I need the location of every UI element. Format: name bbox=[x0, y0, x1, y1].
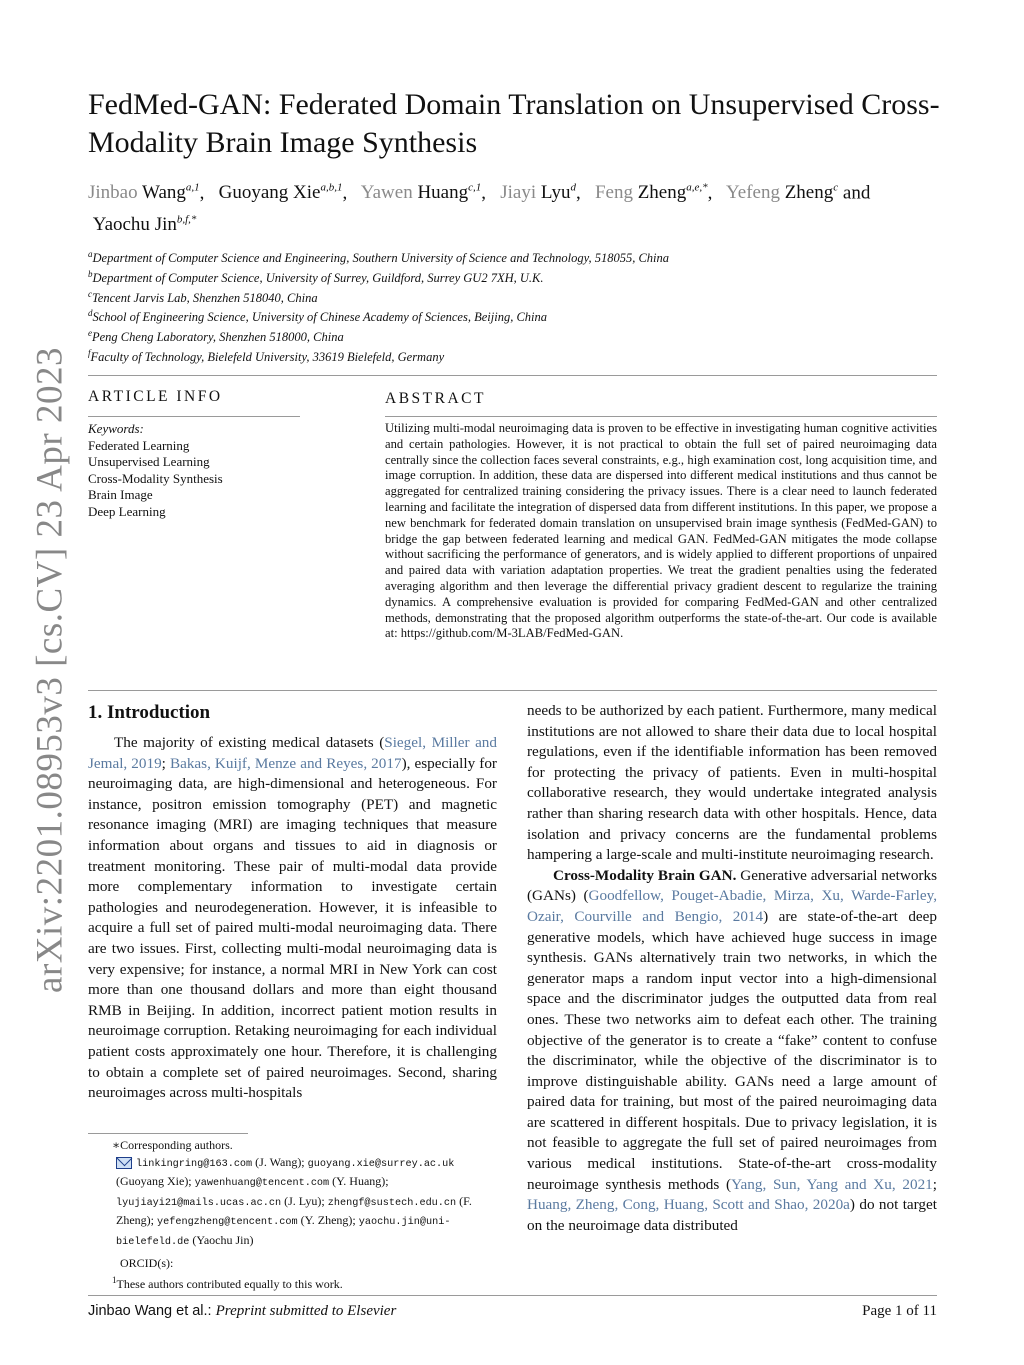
article-info-heading: ARTICLE INFO bbox=[88, 388, 223, 405]
paragraph: Cross-Modality Brain GAN. Generative adversarial networks (GANs) (Goodfellow, Pouget-Abadie, Mirza, Xu, Warde-Farley, Ozair, Courville and Bengio, 2014) are state-of-the-art deep generative models, which have achieved huge success in image synthesis. GANs alternatively train two networks, in which the generator maps a random input vector into a high-dimensional space and the discriminator judges the outputted data from real ones. These two networks aim to defeat each other. The training objective of the generator is to create a “fake” content to confuse the discriminator, while the objective of the discriminator is to improve distinguishable ability. GANs need a large amount of paired data for training, but most of the paired neuroimaging data are scattered in different hospitals. Due to privacy legislation, it is not feasible to aggregate the full set of paired neuroimages from various medical institutions. State-of-the-art cross-modality neuroimage synthesis methods (Yang, Sun, Yang and Xu, 2021; Huang, Zheng, Cong, Huang, Scott and Shao, 2020a) do not target on the neuroimage data distributed bbox=[527, 866, 938, 1234]
author[interactable]: Yawen Huang$^{c,1}$ bbox=[360, 182, 482, 204]
email-link[interactable]: guoyang.xie@surrey.ac.uk bbox=[307, 1158, 455, 1170]
keyword: Cross-Modality Synthesis bbox=[88, 470, 223, 486]
keyword: Brain Image bbox=[88, 487, 153, 502]
citation-link[interactable]: Bakas, Kuijf, Menze and Reyes, 2017 bbox=[169, 754, 402, 772]
keyword: Unsupervised Learning bbox=[88, 454, 210, 469]
affiliation: $^b$Department of Computer Science, University of Surrey, Guildford, Surrey GU2 7XH, U.K. bbox=[88, 269, 544, 286]
mail-icon bbox=[116, 1157, 132, 1169]
email-link[interactable]: yawenhuang@tencent.com bbox=[194, 1178, 330, 1189]
footer-divider bbox=[88, 1295, 937, 1296]
footer-left: Jinbao Wang et al.: Preprint submitted to Elsevier bbox=[88, 1303, 397, 1319]
page-number: Page 1 of 11 bbox=[862, 1303, 937, 1319]
affiliation: $^f$Faculty of Technology, Bielefeld University, 33619 Bielefeld, Germany bbox=[88, 348, 445, 365]
keywords-block bbox=[88, 421, 308, 520]
divider bbox=[385, 416, 937, 417]
author[interactable]: Jinbao Wang$^{a,1}$ bbox=[88, 182, 200, 204]
affiliation: $^c$Tencent Jarvis Lab, Shenzhen 518040, China bbox=[88, 289, 318, 306]
divider bbox=[88, 690, 937, 691]
divider bbox=[88, 416, 300, 417]
citation-link[interactable]: Huang, Zheng, Cong, Huang, Scott and Shao, 2020a bbox=[527, 1196, 850, 1214]
emails: linkingring@163.com (J. Wang); guoyang.xie@surrey.ac.uk (Guoyang Xie); yawenhuang@tencent.com (Y. Huang); lyujiayi21@mails.ucas.ac.cn (J. Lyu); zhengf@sustech.edu.cn (F. Zheng); yefengzheng@tencent.com (Y. Zheng); yaochu.jin@uni-bielefeld.de (Yaochu Jin) bbox=[116, 1154, 472, 1248]
email-link[interactable]: lyujiayi21@mails.ucas.ac.cn bbox=[116, 1197, 282, 1209]
orcid-label: ORCID(s): bbox=[120, 1256, 174, 1270]
author[interactable]: Yaochu Jin$^{b,f,*}$ bbox=[92, 213, 197, 235]
email-link[interactable]: zhengf@sustech.edu.cn bbox=[327, 1197, 457, 1209]
author[interactable]: Jiayi Lyu$^d$ bbox=[500, 182, 576, 204]
footnote-divider bbox=[88, 1133, 248, 1134]
keyword: Federated Learning bbox=[88, 437, 190, 453]
citation-link[interactable]: Siegel, Miller and Jemal, 2019 bbox=[88, 734, 497, 772]
footnotes bbox=[88, 1137, 497, 1292]
corresponding-note: ∗Corresponding authors. bbox=[112, 1138, 233, 1152]
abstract-heading: ABSTRACT bbox=[385, 390, 486, 407]
paragraph: The majority of existing medical datasets (Siegel, Miller and Jemal, 2019; Bakas, Kuijf, Menze and Reyes, 2017), especially for neuroimaging data, are high-dimensional and heterogeneous. For instance, positron emission tomography (PET) and magnetic resonance imaging (MRI) are imaging techniques that measure information about organs and tissues to aid in diagnosis or treatment monitoring. These pair of multi-modal data provide more complementary information to investigate certain pathologies and neurodegeneration. However, it is infeasible to acquire a full set of paired multi-modal neuroimaging data. There are two issues. First, collecting multi-modal neuroimaging data is very expensive; for instance, a normal MRI in New York can cost more than one thousand dollars and more than eight thousand RMB in Beijing. In addition, incorrect patient motion results in neuroimage corruption. Retaking neuroimaging for each individual patient costs approximately one hour. Therefore, it is challenging to obtain a complete set of paired neuroimages. Second, sharing neuroimages across multi-hospitals bbox=[88, 734, 497, 1102]
intro-column-right bbox=[527, 701, 937, 1236]
keywords-label: Keywords: bbox=[88, 421, 144, 436]
affiliation: $^e$Peng Cheng Laboratory, Shenzhen 518000, China bbox=[88, 328, 344, 345]
paragraph: needs to be authorized by each patient. Furthermore, many medical institutions are not allowed to share their data due to local hospital regulations, even if the identifiable information has been removed for protecting the privacy of patients. Even in multi-hospital collaborative research, they would undertake integrated analysis rather than sharing research data with other hospitals. Hence, data isolation and privacy concerns are the fundamental problems hampering a large-scale and multi-institute neuroimaging research. bbox=[527, 702, 937, 864]
author-list: Jinbao Wang$^{a,1}$, Guoyang Xie$^{a,b,1}$, Yawen Huang$^{c,1}$, Jiayi Lyu$^d$, Feng Zheng$^{a,e,*}$, Yefeng Zheng$^c$ and Yaochu Jin$^{b,f,*}$ bbox=[88, 182, 871, 235]
keyword: Deep Learning bbox=[88, 503, 166, 519]
author[interactable]: Guoyang Xie$^{a,b,1}$ bbox=[218, 182, 343, 204]
citation-link[interactable]: Goodfellow, Pouget-Abadie, Mirza, Xu, Warde-Farley, Ozair, Courville and Bengio, 2014 bbox=[527, 887, 937, 925]
email-link[interactable]: yaochu.jin@uni-bielefeld.de bbox=[116, 1217, 451, 1248]
citation-link[interactable]: Yang, Sun, Yang and Xu, 2021 bbox=[731, 1175, 933, 1193]
author[interactable]: Yefeng Zheng$^c$ bbox=[725, 182, 839, 204]
arxiv-stamp: arXiv:2201.08953v3 [cs.CV] 23 Apr 2023 bbox=[29, 347, 71, 993]
affiliation: $^a$Department of Computer Science and Engineering, Southern University of Science and Technology, 518055, China bbox=[88, 249, 670, 266]
author[interactable]: Feng Zheng$^{a,e,*}$ bbox=[594, 182, 708, 204]
paper-title: FedMed-GAN: Federated Domain Translation on Unsupervised Cross-Modality Brain Image Synthesis bbox=[88, 88, 940, 159]
section-heading: 1. Introduction bbox=[88, 702, 211, 723]
abstract-text: Utilizing multi-modal neuroimaging data is proven to be effective in investigating human cognitive activities and certain pathologies. However, it is not practical to obtain the full set of paired neuroimaging data centrally since the collection faces several constraints, e.g., high examination cost, long acquisition time, and image corruption. In addition, these data are dispersed into different medical institutions and thus cannot be aggregated for centralized training considering the privacy issues. There is a clear need to launch federated learning and facilitate the integration of dispersed data from different institutions. In this paper, we propose a new benchmark for federated domain translation on unsupervised brain image synthesis (FedMed-GAN) to bridge the gap between federated learning and medical GAN. FedMed-GAN mitigates the mode collapse without sacrificing the performance of generators, and is widely applied to different proportions of unpaired and paired data with variation adaptation properties. We treat the gradient penalties using the federated averaging algorithm and then leverage the differential privacy gradient descent to regularize the training dynamics. A comprehensive evaluation is provided for comparing FedMed-GAN and other centralized methods, demonstrating that the proposed algorithm outperforms the state-of-the-art. Our code is available at: https://github.com/M-3LAB/FedMed-GAN. bbox=[385, 421, 937, 641]
email-link[interactable]: yefengzheng@tencent.com bbox=[157, 1217, 298, 1228]
divider bbox=[88, 375, 937, 376]
affiliation: $^d$School of Engineering Science, University of Chinese Academy of Sciences, Beijing, China bbox=[88, 308, 548, 325]
intro-column-left bbox=[88, 733, 497, 1104]
email-link[interactable]: linkingring@163.com bbox=[136, 1158, 253, 1170]
equal-contribution-note: $^1$These authors contributed equally to this work. bbox=[112, 1274, 343, 1291]
